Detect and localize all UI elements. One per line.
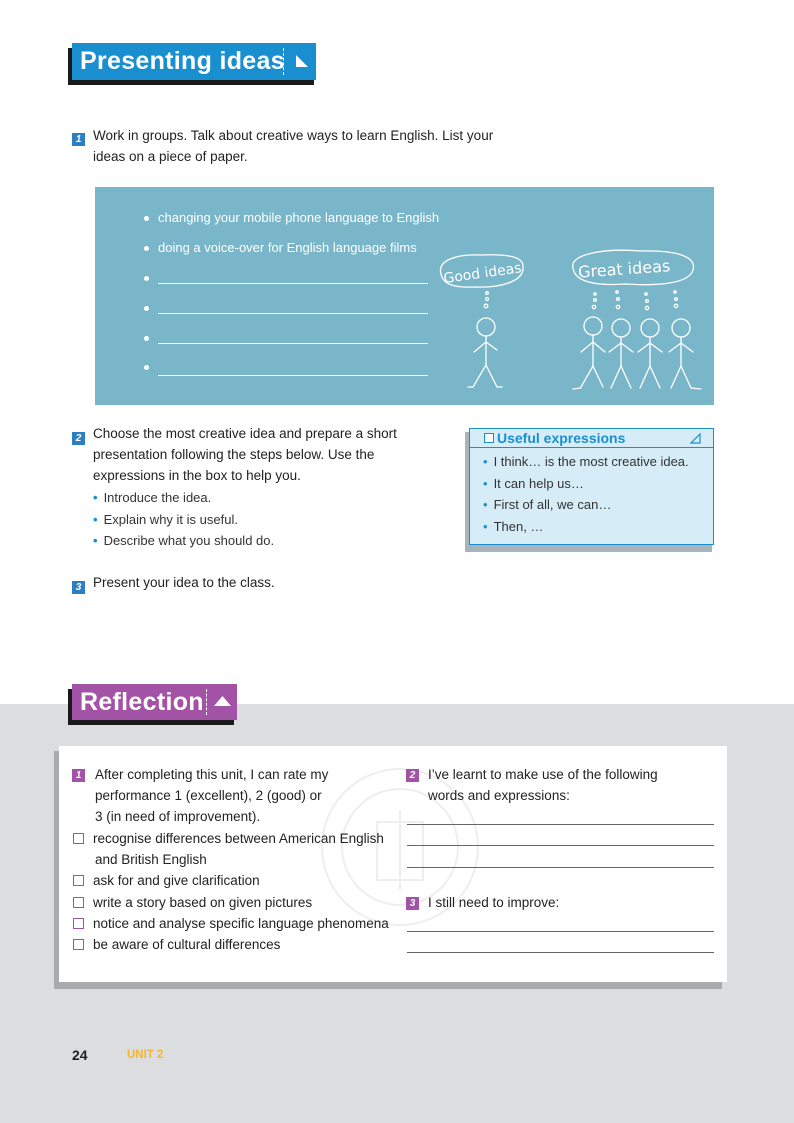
r3-text: I still need to improve: [428, 895, 560, 910]
q1-text: Work in groups. Talk about creative ways to learn English. List your ideas on a piece of paper. [93, 128, 494, 164]
checklist-item: recognise differences between American English [73, 828, 403, 849]
list-item: • Introduce the idea. [93, 490, 212, 505]
r2-text: I’ve learnt to make use of the following words and expressions: [428, 767, 658, 804]
checklist-item: ask for and give clarification [73, 870, 403, 891]
q3-number-badge: 3 [72, 577, 85, 595]
great-ideas-bubble-text: Great ideas [577, 256, 671, 282]
expression-item: • Then, … [483, 518, 544, 534]
expression-item: • It can help us… [483, 475, 584, 491]
r1-text: After completing this unit, I can rate my performance 1 (excellent), 2 (good) or 3 (in need of improvement). [95, 767, 329, 825]
triangle-up-icon [214, 696, 231, 707]
bullet-dot [144, 306, 149, 311]
useful-expressions-box [469, 428, 714, 545]
idea-item: changing your mobile phone language to English [158, 210, 440, 225]
writing-line[interactable] [407, 867, 714, 868]
checklist-item-continuation: and British English [95, 852, 207, 868]
writing-line[interactable] [407, 931, 714, 932]
q3-text: Present your idea to the class. [93, 575, 275, 590]
checkbox[interactable] [73, 939, 84, 950]
bullet-dot [144, 276, 149, 281]
writing-line[interactable] [407, 824, 714, 825]
r3-number-badge: 3 [406, 897, 419, 910]
section-header-reflection [72, 684, 237, 720]
page-number: 24 [72, 1047, 88, 1063]
blank-line[interactable] [158, 313, 428, 314]
unit-label: UNIT 2 [127, 1049, 164, 1061]
q2-steps-list [93, 487, 274, 552]
section-header-presenting-ideas [72, 43, 316, 80]
checklist-item: be aware of cultural differences [73, 934, 403, 955]
r2-number-badge: 2 [406, 769, 419, 782]
stick-figures-illustration [435, 242, 714, 405]
section-title: Reflection [80, 688, 204, 716]
list-item: • Describe what you should do. [93, 533, 275, 548]
expression-item: • I think… is the most creative idea. [483, 454, 689, 469]
bullet-dot [144, 336, 149, 341]
blank-line[interactable] [158, 375, 428, 376]
writing-line[interactable] [407, 845, 714, 846]
section-title: Presenting ideas [80, 47, 285, 75]
bullet-dot [144, 365, 149, 370]
reflection-card [59, 746, 727, 982]
checkbox[interactable] [73, 833, 84, 844]
ideas-box [95, 187, 714, 405]
r1-number-badge: 1 [72, 769, 85, 782]
bullet-dot [144, 216, 149, 221]
checklist-item: notice and analyse specific language phenomena [73, 913, 403, 934]
checkbox[interactable] [73, 875, 84, 886]
checkbox[interactable] [73, 897, 84, 908]
r1-checklist [73, 828, 403, 955]
corner-triangle-icon [295, 55, 308, 68]
q2-number-badge: 2 [72, 428, 85, 446]
q2-text: Choose the most creative idea and prepare a short presentation following the steps below. Use the expressions in the box to help you. [93, 426, 397, 483]
list-item: • Explain why it is useful. [93, 511, 238, 527]
header-divider [206, 689, 207, 715]
good-ideas-bubble-text: Good ideas [442, 260, 523, 288]
corner-triangle-icon [690, 433, 701, 444]
q1-number-badge: 1 [72, 129, 85, 147]
checklist-item: write a story based on given pictures [73, 892, 403, 913]
header-divider [283, 48, 284, 75]
idea-item: doing a voice-over for English language films [158, 240, 417, 255]
useful-expressions-header: Useful expressions [470, 429, 713, 448]
checkbox[interactable] [73, 918, 84, 929]
writing-line[interactable] [407, 952, 714, 953]
blank-line[interactable] [158, 283, 428, 284]
blank-line[interactable] [158, 343, 428, 344]
expression-item: • First of all, we can… [483, 497, 612, 512]
square-icon [484, 433, 494, 443]
bullet-dot [144, 246, 149, 251]
